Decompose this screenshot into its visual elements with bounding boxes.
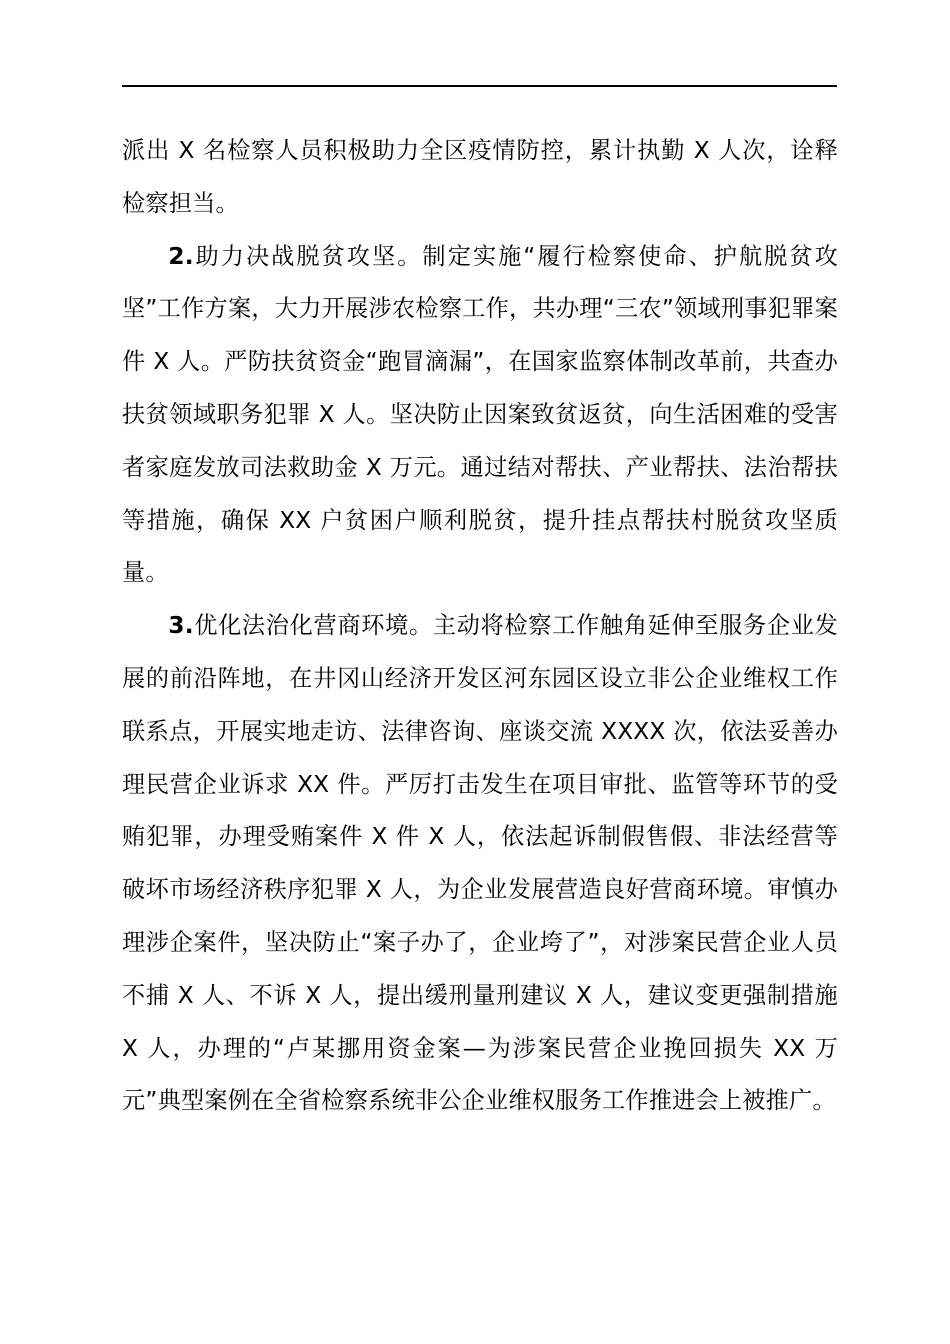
section-number: 2. [168,242,194,270]
section-number: 3. [168,612,194,640]
paragraph-business-environment [122,600,838,1128]
paragraph-text: 派出 X 名检察人员积极助力全区疫情防控，累计执勤 X 人次，诠释检察担当。 [122,137,838,217]
header-rule [122,85,837,87]
paragraph-continuation [122,125,838,231]
paragraph-text: 优化法治化营商环境。主动将检察工作触角延伸至服务企业发展的前沿阵地，在井冈山经济开发区河东园区设立非公企业维权工作联系点，开展实地走访、法律咨询、座谈交流 XXXX 次，依法妥善办理民营企业诉求 XX 件。严厉打击发生在项目审批、监管等环节的受贿犯罪，办理受贿案件 X 件 X 人，依法起诉制假售假、非法经营等破坏市场经济秩序犯罪 X 人，为企业发展营造良好营商环境。审慎办理涉企案件，坚决防止“案子办了，企业垮了”，对涉案民营企业人员不捕 X 人、不诉 X 人，提出缓刑量刑建议 X 人，建议变更强制措施 X 人，办理的“卢某挪用资金案—为涉案民营企业挽回损失 XX 万元”典型案例在全省检察系统非公企业维权服务工作推进会上被推广。 [122,612,838,1115]
document-body [122,125,838,1128]
paragraph-poverty-alleviation [122,231,838,601]
paragraph-text: 助力决战脱贫攻坚。制定实施“履行检察使命、护航脱贫攻坚”工作方案，大力开展涉农检察工作，共办理“三农”领域刑事犯罪案件 X 人。严防扶贫资金“跑冒滴漏”，在国家监察体制改革前，共查办扶贫领域职务犯罪 X 人。坚决防止因案致贫返贫，向生活困难的受害者家庭发放司法救助金 X 万元。通过结对帮扶、产业帮扶、法治帮扶等措施，确保 XX 户贫困户顺利脱贫，提升挂点帮扶村脱贫攻坚质量。 [122,242,838,587]
